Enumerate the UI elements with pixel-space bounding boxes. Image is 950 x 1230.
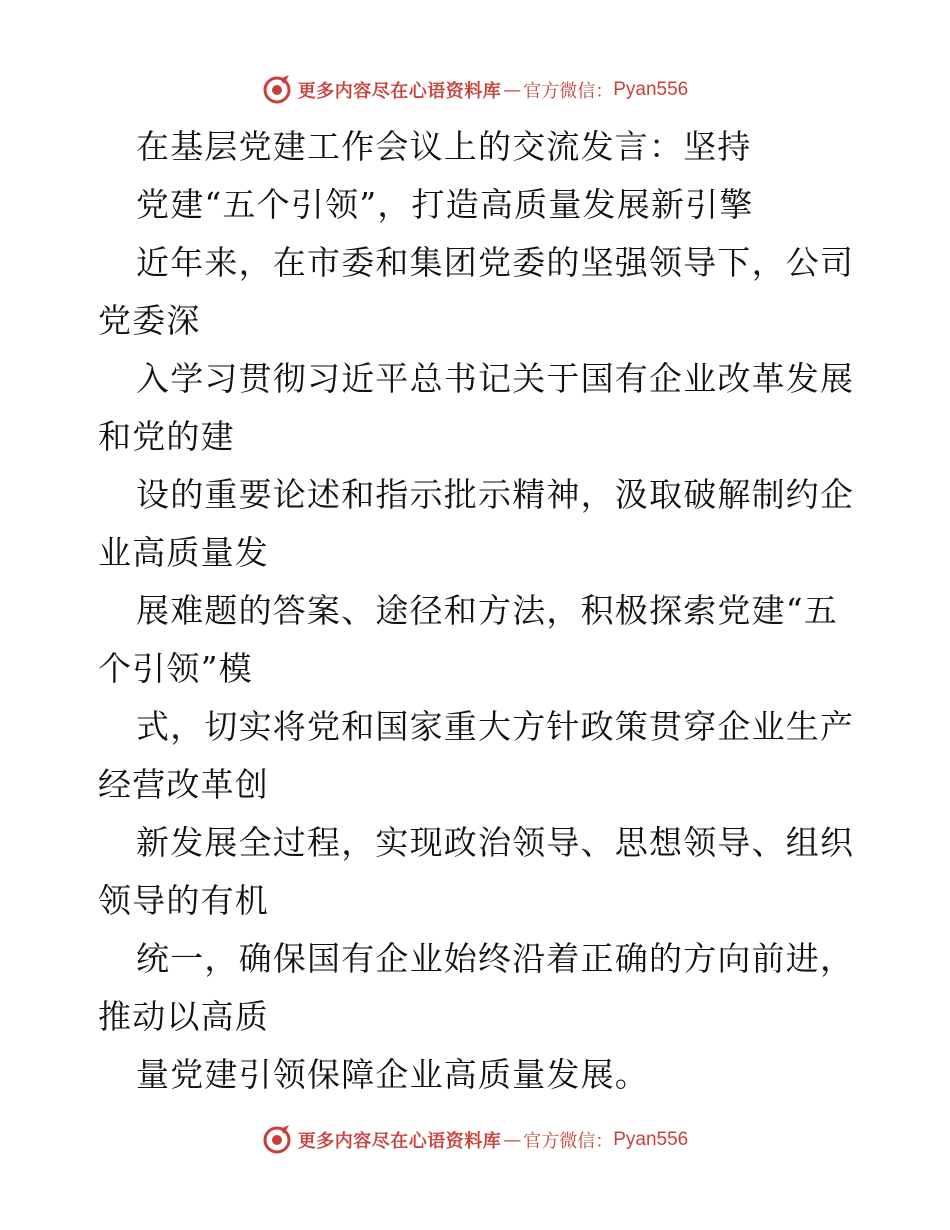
body-line: 式，切实将党和国家重大方针政策贯穿企业生产: [136, 707, 855, 746]
watermark-site: 更多内容尽在心语资料库: [297, 1131, 502, 1152]
body-line: 推动以高质: [98, 997, 269, 1036]
watermark-dash: —: [503, 79, 522, 101]
body-line: 统一，确保国有企业始终沿着正确的方向前进，: [136, 939, 855, 978]
body-line: 展难题的答案、途径和方法，积极探索党建“五: [136, 591, 839, 630]
watermark-label: 官方微信：: [523, 81, 614, 102]
logo-icon: [262, 1125, 292, 1155]
body-line: 业高质量发: [98, 533, 269, 572]
body-line: 新发展全过程，实现政治领导、思想领导、组织: [136, 823, 855, 862]
watermark-site: 更多内容尽在心语资料库: [297, 81, 502, 102]
footer-watermark: [0, 1120, 950, 1160]
title-line-1: 在基层党建工作会议上的交流发言：坚持: [136, 127, 752, 166]
watermark-label: 官方微信：: [523, 1131, 614, 1152]
body-line: 领导的有机: [98, 881, 269, 920]
title-line-2: 党建“五个引领”，打造高质量发展新引擎: [136, 185, 754, 224]
body-line: 近年来，在市委和集团党委的坚强领导下，公司: [136, 243, 855, 282]
logo-icon: [262, 75, 292, 105]
document-body: [98, 118, 858, 1104]
watermark-id: Pyan556: [613, 1129, 689, 1150]
watermark-id: Pyan556: [613, 79, 689, 100]
body-line: 个引领”模: [98, 649, 253, 688]
header-watermark: [0, 70, 950, 110]
body-line: 量党建引领保障企业高质量发展。: [136, 1055, 649, 1094]
body-line: 设的重要论述和指示批示精神，汲取破解制约企: [136, 475, 855, 514]
watermark-dash: —: [503, 1129, 522, 1151]
body-line: 党委深: [98, 301, 201, 340]
body-line: 入学习贯彻习近平总书记关于国有企业改革发展: [136, 359, 855, 398]
body-line: 经营改革创: [98, 765, 269, 804]
body-line: 和党的建: [98, 417, 235, 456]
